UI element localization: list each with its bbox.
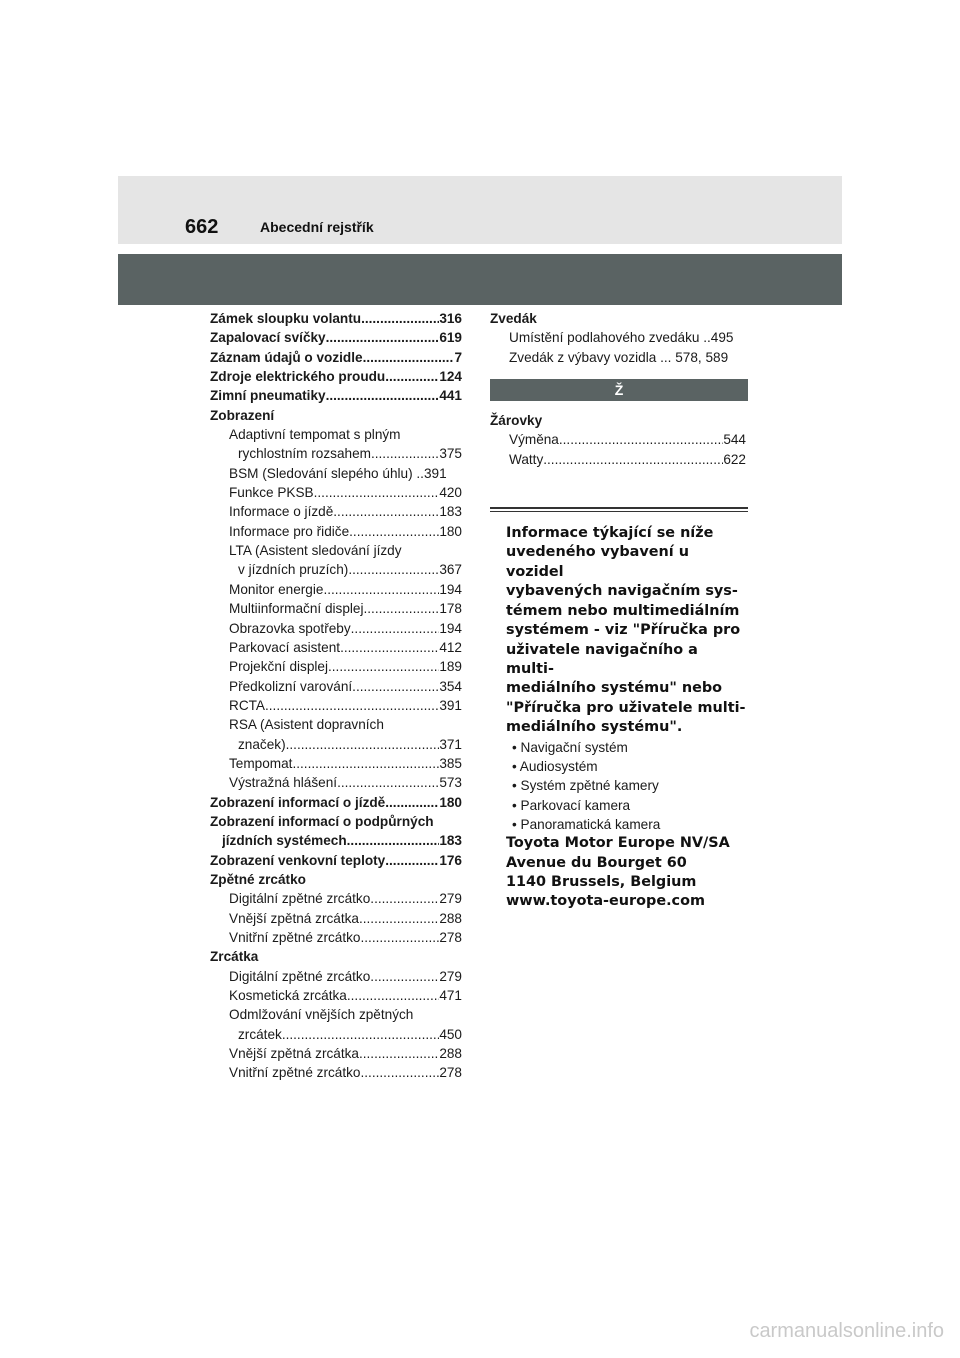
index-entry [210, 754, 462, 773]
index-entry-label: Monitor energie [229, 581, 324, 597]
notice-line: vybavených navigačním sys- [506, 583, 738, 600]
index-entry-label: Multiinformační displej [229, 601, 364, 617]
index-entry [210, 560, 462, 579]
index-entry [210, 735, 462, 754]
index-entry-page: 375 [439, 446, 462, 462]
index-entry [210, 928, 462, 947]
dot-leader [360, 1063, 439, 1082]
index-entry [210, 1025, 462, 1044]
index-entry-label: Informace pro řidiče [229, 523, 350, 539]
index-entry [210, 328, 462, 347]
address-line: Avenue du Bourget 60 [506, 854, 687, 871]
dot-leader [370, 967, 439, 986]
dot-leader [371, 444, 439, 463]
index-entry-label: Žárovky [490, 413, 543, 429]
index-entry-label: LTA (Asistent sledování jízdy [229, 543, 402, 559]
index-column-right [490, 309, 746, 912]
index-entry [210, 812, 462, 831]
bullet-item: • Parkovací kamera [512, 796, 746, 815]
index-entry-page: 279 [439, 891, 462, 907]
index-entry [210, 522, 462, 541]
index-entry-page: 619 [439, 330, 462, 346]
index-entry-page: 279 [439, 968, 462, 984]
dot-leader [326, 386, 440, 405]
index-entry [210, 425, 462, 444]
dot-leader [360, 928, 439, 947]
index-entry [490, 411, 746, 430]
index-entry-label: Zdroje elektrického proudu [210, 369, 386, 385]
index-entry-page: 371 [439, 736, 462, 752]
index-entry-label: BSM (Sledování slepého úhlu) .. [229, 465, 424, 481]
index-entry [210, 367, 462, 386]
dot-leader [337, 773, 439, 792]
index-entry-page: 180 [439, 794, 462, 810]
notice-line: uvedeného vybavení u vozidel [506, 544, 689, 580]
index-entry-page: 278 [439, 930, 462, 945]
index-entry-label: Parkovací asistent [229, 639, 341, 655]
index-entry [210, 657, 462, 676]
dot-leader [314, 483, 440, 502]
index-entry-label: Zobrazení informací o jízdě [210, 794, 386, 810]
index-entry [210, 889, 462, 908]
index-entry-label: RSA (Asistent dopravních [229, 717, 384, 733]
dot-leader [385, 793, 439, 812]
index-entry [210, 599, 462, 618]
index-column-left [210, 309, 462, 1083]
index-entry-label: Předkolizní varování [229, 678, 353, 694]
index-entry-label: Výměna [509, 432, 559, 448]
index-entry-page: 544 [723, 432, 746, 448]
index-entry-label: Obrazovka spotřeby [229, 620, 351, 636]
bullet-item: • Panoramatická kamera [512, 815, 746, 834]
index-entry-label: Zvedák z výbavy vozidla ... 578, 589 [509, 349, 729, 365]
index-entry-page: 124 [439, 369, 462, 385]
index-entry [490, 328, 746, 347]
index-entry [210, 309, 462, 328]
bullet-item: • Systém zpětné kamery [512, 776, 746, 795]
dot-leader [385, 851, 439, 870]
dot-leader [340, 638, 439, 657]
index-entry-page: 391 [439, 697, 462, 713]
index-entry-label: Vnější zpětná zrcátka [229, 1046, 359, 1062]
dot-leader [359, 909, 439, 928]
manufacturer-address [490, 834, 746, 912]
bullet-item: • Audiosystém [512, 757, 746, 776]
index-entry-label: Vnější zpětná zrcátka [229, 910, 359, 926]
dot-leader [333, 502, 439, 521]
index-entry-page: 7 [454, 349, 462, 365]
index-entry-label: zrcátek [238, 1026, 282, 1042]
dot-leader [363, 348, 455, 367]
index-entry-page: 288 [439, 1046, 462, 1062]
dot-leader [359, 1044, 439, 1063]
dot-leader [559, 430, 723, 449]
index-entry [210, 715, 462, 734]
index-entry [210, 483, 462, 502]
index-entry-label: Zobrazení informací o podpůrných [210, 813, 434, 829]
dot-leader [363, 599, 439, 618]
dot-leader [328, 657, 439, 676]
dot-leader [385, 367, 439, 386]
page-title: Abecední rejstřík [260, 219, 374, 235]
index-entry-label: Výstražná hlášení [229, 775, 338, 791]
index-entry-label: Záznam údajů o vozidle [210, 349, 363, 365]
index-entry [490, 309, 746, 328]
index-entry-label: Funkce PKSB [229, 485, 314, 501]
index-entry [490, 348, 746, 367]
index-entry-label: Zapalovací svíčky [210, 330, 326, 346]
index-entry [210, 831, 462, 850]
dot-leader [323, 580, 439, 599]
notice-bullet-list [490, 738, 746, 835]
index-entry-label: RCTA [229, 697, 265, 713]
index-entry-page: 471 [439, 988, 462, 1004]
notice-line: Informace týkající se níže [506, 525, 714, 542]
index-entry-label: Vnitřní zpětné zrcátko [229, 930, 361, 945]
index-entry [210, 986, 462, 1005]
index-entry [210, 1044, 462, 1063]
index-entry-page: 354 [439, 678, 462, 694]
index-entry [210, 967, 462, 986]
notice-line: témem nebo multimediálním [506, 602, 740, 619]
dot-leader [348, 560, 439, 579]
watermark: carmanualsonline.info [749, 1320, 944, 1342]
index-entry-label: Zpětné zrcátko [210, 871, 306, 887]
index-entry-label: Umístění podlahového zvedáku ..495 [509, 330, 734, 346]
dot-leader [292, 754, 439, 773]
bullet-item: • Navigační systém [512, 738, 746, 757]
index-entry-page: 178 [439, 601, 462, 617]
index-entry-page: 278 [439, 1065, 462, 1081]
index-entry-page: 316 [439, 311, 462, 326]
index-entry [210, 947, 462, 966]
dot-leader [347, 986, 439, 1005]
index-entry [210, 619, 462, 638]
index-entry-page: 180 [439, 523, 462, 539]
index-entry-label: jízdních systémech [222, 833, 347, 849]
header-band [118, 176, 842, 244]
index-entry [210, 502, 462, 521]
dot-leader [352, 677, 439, 696]
index-entry-label: rychlostním rozsahem [238, 446, 371, 462]
index-entry [210, 464, 462, 483]
notice-text [490, 524, 746, 737]
index-entry-page: 288 [439, 910, 462, 926]
notice-line: "Příručka pro uživatele multi- [506, 699, 746, 716]
index-entry [210, 444, 462, 463]
index-entry-page: 391 [423, 465, 447, 481]
index-entry [210, 1005, 462, 1024]
index-entry-label: Zimní pneumatiky [210, 388, 326, 404]
dot-leader [326, 328, 440, 347]
index-entry-label: Watty [509, 451, 544, 467]
index-entry-page: 420 [439, 485, 462, 501]
index-entry [210, 580, 462, 599]
index-entry-label: Vnitřní zpětné zrcátko [229, 1065, 361, 1081]
index-entry-label: Zámek sloupku volantu [210, 311, 362, 326]
dot-leader [370, 889, 439, 908]
index-entry-page: 183 [439, 504, 462, 520]
index-entry-page: 573 [439, 775, 462, 791]
notice-divider [490, 507, 748, 512]
section-band [118, 254, 842, 305]
index-entry-page: 441 [439, 388, 462, 404]
dot-leader [351, 619, 440, 638]
notice-line: uživatele navigačního a multi- [506, 641, 698, 677]
notice-line: mediálního systému" nebo [506, 680, 723, 697]
index-entry-page: 367 [439, 562, 462, 578]
index-entry-page: 176 [439, 852, 462, 868]
index-entry-page: 622 [723, 451, 746, 467]
index-entry-label: značek) [238, 736, 286, 752]
index-entry-label: v jízdních pruzích) [238, 562, 349, 578]
index-entry-label: Kosmetická zrcátka [229, 988, 347, 1004]
dot-leader [286, 735, 440, 754]
dot-leader [347, 831, 440, 850]
index-entry-label: Tempomat [229, 755, 293, 771]
page-number: 662 [185, 216, 219, 238]
index-entry-label: Zvedák [490, 311, 537, 326]
address-line: www.toyota-europe.com [506, 893, 705, 910]
index-entry [490, 450, 746, 469]
index-entry-page: 189 [439, 659, 462, 675]
index-entry [210, 851, 462, 870]
index-entry [210, 348, 462, 367]
address-line: 1140 Brussels, Belgium [506, 874, 697, 891]
index-entry-page: 194 [439, 581, 462, 597]
letter-section-header: Ž [490, 379, 748, 401]
dot-leader [282, 1025, 439, 1044]
index-entry [210, 406, 462, 425]
index-entry [210, 909, 462, 928]
index-entry [490, 430, 746, 449]
index-entry [210, 386, 462, 405]
index-entry-label: Adaptivní tempomat s plným [229, 427, 401, 443]
index-entry-label: Digitální zpětné zrcátko [229, 968, 371, 984]
index-entry-label: Projekční displej [229, 659, 328, 675]
index-entry-page: 183 [439, 833, 462, 849]
index-entry [210, 696, 462, 715]
dot-leader [361, 309, 439, 328]
index-entry [210, 638, 462, 657]
index-entry-page: 194 [439, 620, 462, 636]
index-entry-page: 385 [439, 755, 462, 771]
index-entry-page: 450 [439, 1026, 462, 1042]
index-entry [210, 870, 462, 889]
dot-leader [543, 450, 723, 469]
address-line: Toyota Motor Europe NV/SA [506, 835, 730, 852]
index-entry [210, 677, 462, 696]
index-entry-label: Informace o jízdě [229, 504, 334, 520]
index-entry-label: Zrcátka [210, 949, 259, 965]
index-entry [210, 773, 462, 792]
index-entry-label: Odmlžování vnějších zpětných [229, 1007, 414, 1023]
index-entry [210, 541, 462, 560]
index-entry-label: Zobrazení venkovní teploty [210, 852, 386, 868]
notice-line: systémem - viz "Příručka pro [506, 622, 741, 639]
notice-line: mediálního systému". [506, 719, 683, 736]
index-entry [210, 793, 462, 812]
dot-leader [349, 522, 439, 541]
dot-leader [265, 696, 439, 715]
index-entry-label: Zobrazení [210, 407, 275, 423]
index-entry-page: 412 [439, 639, 462, 655]
index-entry-label: Digitální zpětné zrcátko [229, 891, 371, 907]
index-entry [210, 1063, 462, 1082]
